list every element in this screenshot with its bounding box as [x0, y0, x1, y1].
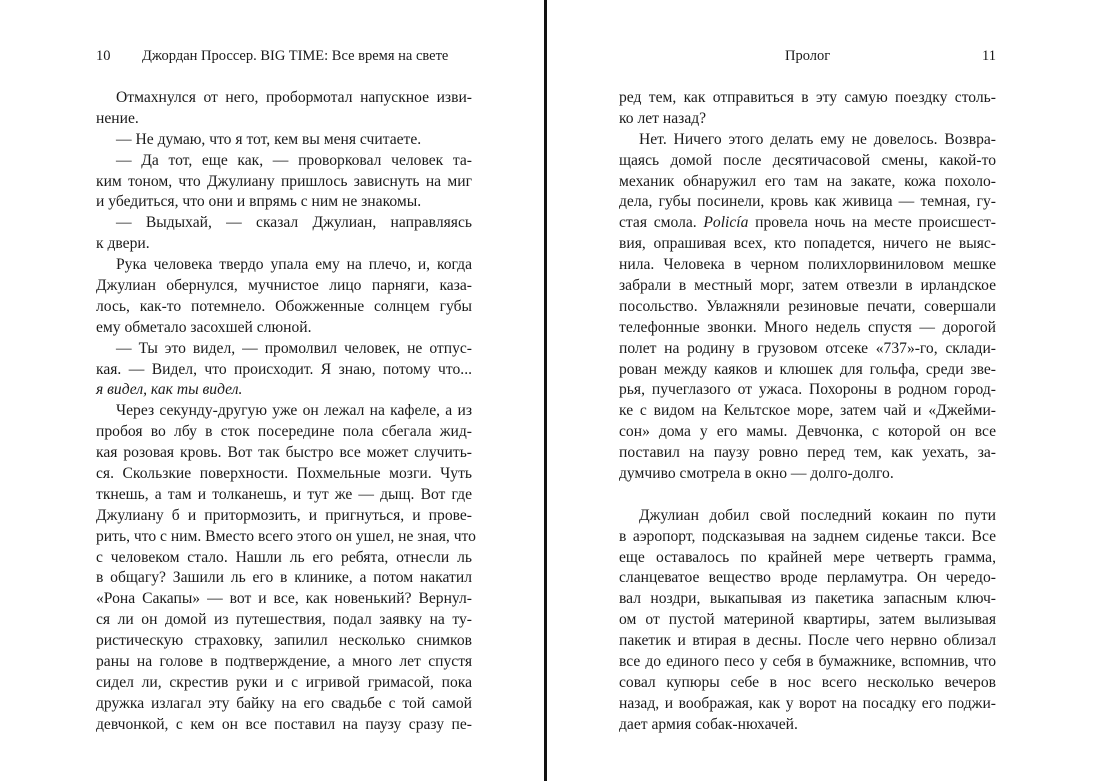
text-line: Джулиан добил свой последний кокаин по пути	[639, 506, 996, 524]
text-line: «Рона Сакапы» — вот и все, как новенький? Вернул-	[96, 590, 472, 608]
text-line: Джулиану б и притормозить, и пригнуться, и прове-	[96, 506, 472, 524]
text-line: ке с видом на Кельтское море, затем чай и «Джейми-	[619, 402, 996, 420]
text-line: ко лет назад?	[619, 109, 707, 127]
text-line: назад, и воображая, как у ворот на посадку его поджи-	[619, 694, 996, 712]
text-line: Джулиан обернулся, мучнистое лицо парняги, каза-	[96, 277, 472, 295]
text-line: с человеком стало. Нашли ль его ребята, отнесли ль	[96, 548, 472, 566]
left-page-number: 10	[96, 48, 111, 64]
text-line: раны на голове в подтверждение, а много лет спустя	[96, 653, 472, 671]
right-page	[547, 0, 1094, 781]
text-line: сон» дома у его мамы. Девчонка, с которой он все	[619, 423, 996, 441]
right-body-text	[619, 88, 996, 736]
text-line: лось, как-то потемнело. Обожженные солнцем губы	[96, 297, 472, 315]
text-line: забрали в местный морг, затем отвезли в ирландское	[619, 277, 996, 295]
text-line: щаясь домой после десятичасовой смены, какой-то	[619, 151, 996, 169]
text-line: я видел, как ты видел.	[96, 381, 243, 399]
text-line: нила. Человека в черном полихлорвиниловом мешке	[619, 256, 996, 274]
text-line: вия, опрашивая всех, кто попадется, ничего не выяс-	[619, 235, 996, 253]
text-line: ся ли он домой из путешествия, подал заявку на ту-	[96, 611, 472, 629]
text-line: к двери.	[96, 235, 150, 253]
text-line: нение.	[96, 109, 139, 127]
text-line: ом от пустой материной квартиры, затем вылизывая	[619, 611, 996, 629]
text-line: кая розовая кровь. Вот так быстро все может случить-	[96, 444, 472, 462]
text-line: в общагу? Зашили ль его в клинике, а потом накатил	[96, 569, 472, 587]
text-line: — Выдыхай, — сказал Джулиан, направляясь	[116, 214, 472, 232]
text-line: Рука человека твердо упала ему на плечо, и, когда	[116, 256, 472, 274]
left-page	[0, 0, 544, 781]
text-line: — Да тот, еще как, — проворковал человек та-	[116, 151, 472, 169]
text-line: девчонкой, с кем он все поставил на паузу сразу пе-	[96, 715, 472, 733]
text-line: в аэропорт, подсказывая на заднем сиденье такси. Все	[619, 527, 996, 545]
right-page-number: 11	[982, 48, 996, 64]
text-line: рить, что с ним. Вместо всего этого он ушел, не зная, что	[96, 527, 476, 545]
text-line: кая. — Видел, что происходит. Я знаю, потому что...	[96, 360, 472, 378]
text-line: ристическую страховку, запилил несколько снимков	[96, 632, 472, 650]
text-line: пробоя во лбу в сток посередине пола сбегала жид-	[96, 423, 472, 441]
text-line: дела, губы посинели, кровь как живица — темная, гу-	[619, 193, 996, 211]
text-line: Отмахнулся от него, пробормотал напускное изви-	[116, 89, 472, 106]
text-line: и убедиться, что они и впрямь с ним не знакомы.	[96, 193, 422, 211]
italic-word: Policía	[703, 214, 749, 232]
text-line: полет на родину в грузовом отсеке «737»-го, склади-	[619, 339, 996, 357]
text-line: — Не думаю, что я тот, кем вы меня считаете.	[116, 130, 422, 148]
left-body-text	[96, 88, 476, 736]
text-line: думчиво смотрела в окно — долго-долго.	[619, 465, 894, 483]
text-line: ему обметало засохшей слюной.	[96, 318, 312, 336]
text-line: ся. Скользкие поверхности. Похмельные мозги. Чуть	[96, 465, 472, 483]
text-line: совал купюры себе в нос всего несколько вечеров	[619, 673, 996, 691]
text-line: дружка излагал эту байку на его свадьбе с той самой	[96, 694, 472, 712]
text-line: все до единого песо у себя в бумажнике, вспомнив, что	[619, 653, 996, 671]
text-line: ким тоном, что Джулиану пришлось зависнуть на миг	[96, 172, 472, 190]
text-line: стая смола. Policía провела ночь на месте происшест-	[619, 214, 996, 232]
right-running-head: Пролог	[785, 48, 831, 64]
text-line: еще оставалось по крайней мере четверть грамма,	[619, 548, 996, 566]
text-line: телефонные звонки. Много недель спустя — дорогой	[619, 318, 996, 336]
text-line: Нет. Ничего этого делать ему не довелось. Возвра-	[639, 130, 996, 148]
text-line: сланцеватое вещество вроде перламутра. Он чередо-	[619, 569, 996, 587]
text-line: сидел ли, скрестив руки и с игривой гримасой, пока	[96, 673, 472, 691]
text-line: ред тем, как отправиться в эту самую поездку столь-	[619, 89, 996, 106]
text-line: рья, пучеглазого от ужаса. Похороны в родном город-	[619, 381, 996, 399]
text-line: пакетик и втирая в десны. После чего нервно облизал	[619, 632, 996, 650]
text-line: механик обнаружил его там на закате, кожа похоло-	[619, 172, 996, 190]
text-line	[619, 485, 996, 506]
left-running-head: Джордан Проссер. BIG TIME: Все время на свете	[142, 48, 449, 64]
text-line: Через секунду-другую уже он лежал на кафеле, а из	[116, 402, 472, 420]
text-line: вал ноздри, выкапывая из пакетика запасным ключ-	[619, 590, 996, 608]
text-line: посольство. Увлажняли резиновые печати, совершали	[619, 297, 996, 315]
text-line: ткнешь, а там и толканешь, и тут же — дыщ. Вот где	[96, 485, 472, 503]
text-line: рован между каяков и клюшек для гольфа, среди зве-	[619, 360, 996, 378]
text-line: дает армия собак-нюхачей.	[619, 715, 798, 733]
text-line: — Ты это видел, — промолвил человек, не отпус-	[116, 339, 472, 357]
text-line: поставил на паузу ровно перед тем, как уехать, за-	[619, 444, 996, 462]
